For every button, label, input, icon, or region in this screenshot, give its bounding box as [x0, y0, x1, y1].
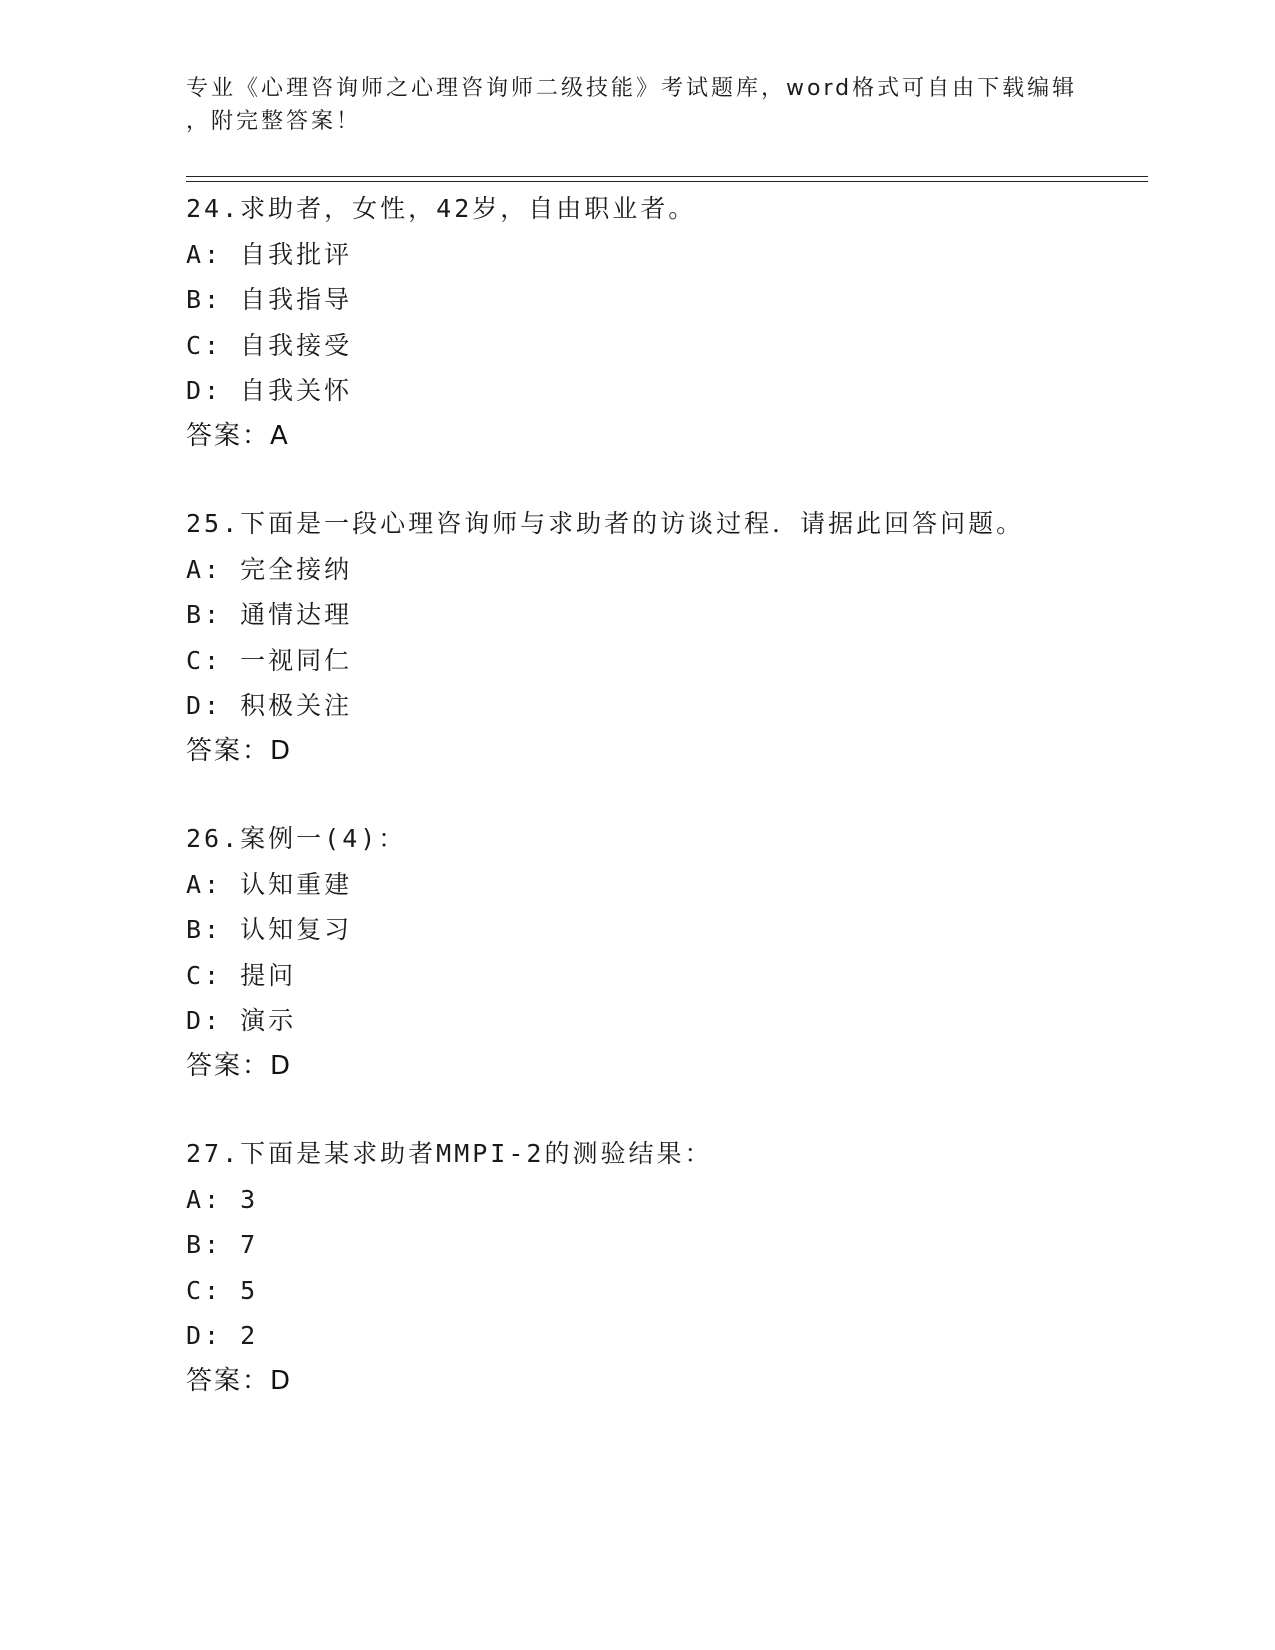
option-key: B:: [186, 915, 223, 944]
header-divider-top: [186, 176, 1148, 177]
option-text: 积极关注: [240, 691, 353, 720]
option-key: A:: [186, 1184, 223, 1214]
question-title: 24.求助者，女性，42岁，自由职业者。: [186, 194, 697, 223]
option-b: [186, 907, 1146, 953]
option-c: [186, 953, 1146, 999]
option-text: 完全接纳: [240, 554, 353, 584]
option-d: [186, 683, 1146, 729]
option-key: D:: [186, 376, 223, 405]
option-text: 提问: [240, 960, 297, 990]
question-25: [186, 501, 1146, 774]
option-text: 自我接受: [240, 330, 353, 360]
option-a: [186, 862, 1146, 908]
option-key: D:: [186, 1321, 223, 1350]
option-key: A:: [186, 869, 223, 899]
question-27: [186, 1131, 1146, 1404]
header-divider-bottom: [186, 181, 1148, 182]
option-key: C:: [186, 960, 223, 990]
option-text: 认知复习: [240, 915, 353, 944]
header-line-1: 专业《心理咨询师之心理咨询师二级技能》考试题库，word格式可自由下载编辑: [186, 76, 1078, 101]
question-24: [186, 186, 1146, 459]
option-key: C:: [186, 645, 223, 675]
option-text: 自我批评: [240, 239, 353, 269]
option-c: [186, 323, 1146, 369]
option-a: [186, 1177, 1146, 1223]
option-d: [186, 368, 1146, 414]
option-text: 7: [240, 1230, 259, 1259]
option-text: 自我指导: [240, 285, 353, 314]
question-title: 25.下面是一段心理咨询师与求助者的访谈过程．请据此回答问题。: [186, 509, 1025, 538]
option-key: A:: [186, 554, 223, 584]
answer-line: 答案：A: [186, 420, 290, 451]
option-key: D:: [186, 691, 223, 720]
option-b: [186, 1222, 1146, 1268]
header-line-2: ，附完整答案！: [186, 109, 362, 134]
option-text: 3: [240, 1184, 259, 1214]
option-text: 通情达理: [240, 600, 353, 629]
document-header: [186, 72, 1086, 138]
option-b: [186, 592, 1146, 638]
question-title: 27.下面是某求助者MMPI-2的测验结果：: [186, 1139, 713, 1168]
option-text: 认知重建: [240, 869, 353, 899]
question-26: [186, 816, 1146, 1089]
option-key: A:: [186, 239, 223, 269]
option-d: [186, 998, 1146, 1044]
option-text: 2: [240, 1321, 259, 1350]
option-key: B:: [186, 1230, 223, 1259]
option-key: B:: [186, 600, 223, 629]
option-b: [186, 277, 1146, 323]
option-text: 自我关怀: [240, 376, 353, 405]
option-c: [186, 1268, 1146, 1314]
option-d: [186, 1313, 1146, 1359]
answer-line: 答案：D: [186, 1050, 293, 1081]
option-c: [186, 638, 1146, 684]
option-key: C:: [186, 1275, 223, 1305]
option-text: 一视同仁: [240, 645, 353, 675]
option-key: B:: [186, 285, 223, 314]
option-a: [186, 232, 1146, 278]
question-title: 26.案例一(4)：: [186, 824, 407, 853]
option-text: 演示: [240, 1006, 297, 1035]
answer-line: 答案：D: [186, 735, 293, 766]
answer-line: 答案：D: [186, 1365, 293, 1396]
option-text: 5: [240, 1275, 259, 1305]
option-key: D:: [186, 1006, 223, 1035]
option-key: C:: [186, 330, 223, 360]
option-a: [186, 547, 1146, 593]
